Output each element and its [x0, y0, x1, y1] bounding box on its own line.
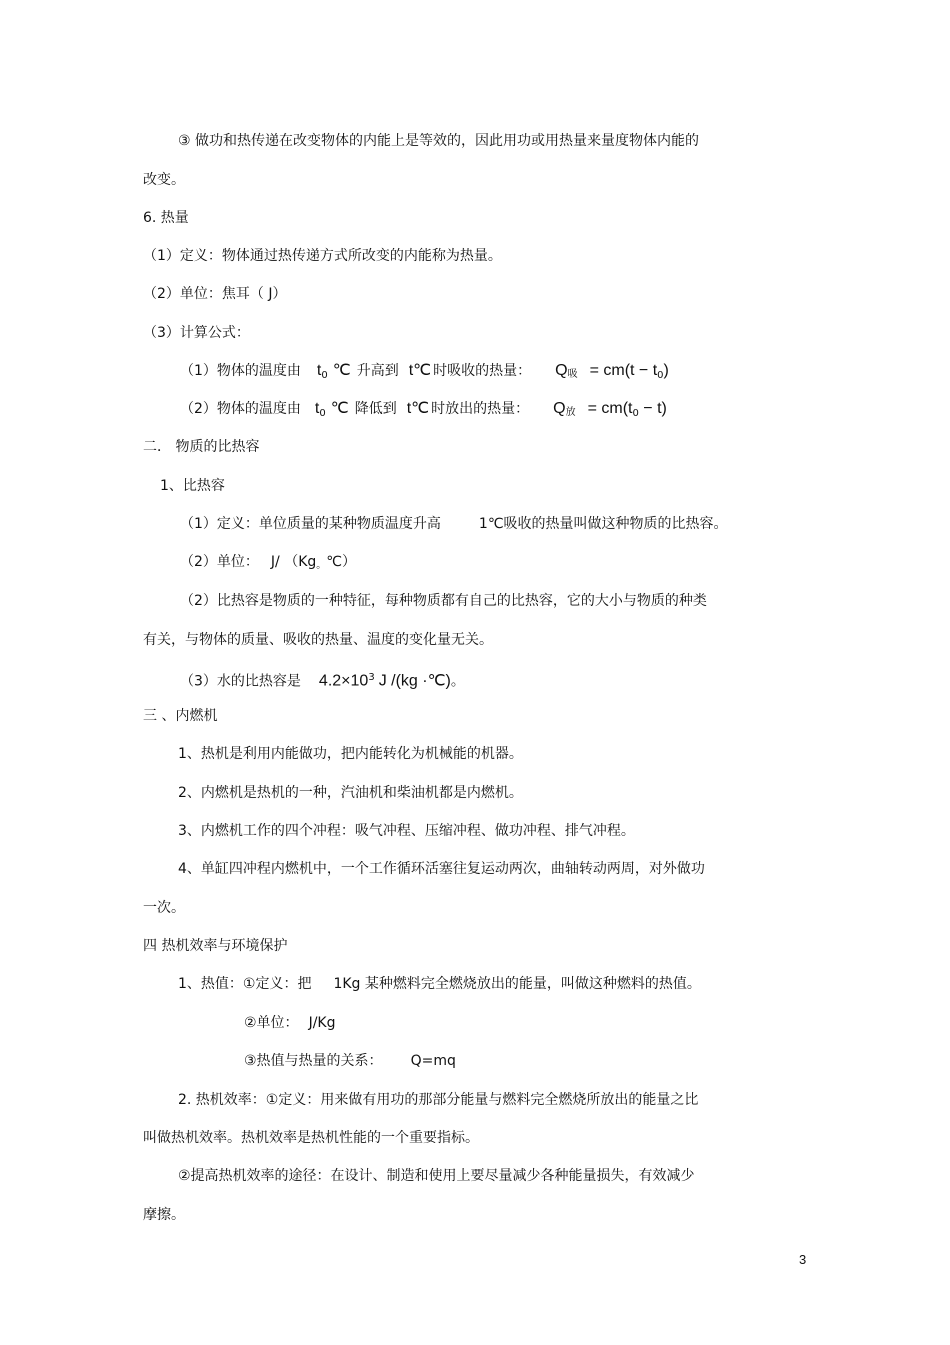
paragraph-line: ②单位： J/Kg [244, 1015, 336, 1031]
paragraph-line: （1）定义：单位质量的某种物质温度升高 1℃吸收的热量叫做这种物质的比热容。 [180, 516, 728, 532]
paragraph-line: 4、单缸四冲程内燃机中，一个工作循环活塞往复运动两次，曲轴转动两周，对外做功 [178, 861, 705, 877]
formula-line-release: （2）物体的温度由 $t_0$ ℃ 降低到 t℃ 时放出的热量： Q放 = $cm(t_0 - t)$ [180, 400, 667, 419]
paragraph-line: 2. 热机效率：①定义：用来做有用功的那部分能量与燃料完全燃烧所放出的能量之比 [178, 1092, 699, 1108]
paragraph-line: （3）计算公式： [143, 325, 250, 341]
page-number: 3 [799, 1252, 807, 1267]
section-heading: 二． 物质的比热容 [143, 439, 260, 455]
paragraph-line: 叫做热机效率。热机效率是热机性能的一个重要指标。 [143, 1130, 479, 1146]
paragraph-line: 2、内燃机是热机的一种，汽油机和柴油机都是内燃机。 [178, 785, 523, 801]
paragraph-line: 有关，与物体的质量、吸收的热量、温度的变化量无关。 [143, 632, 493, 648]
paragraph-line: 摩擦。 [143, 1207, 185, 1223]
paragraph-line: 3、内燃机工作的四个冲程：吸气冲程、压缩冲程、做功冲程、排气冲程。 [178, 823, 635, 839]
paragraph-line: （1）定义：物体通过热传递方式所改变的内能称为热量。 [143, 248, 502, 264]
paragraph-line: 1、热值：①定义：把 1Kg 某种燃料完全燃烧放出的能量，叫做这种燃料的热值。 [178, 976, 701, 992]
section-heading: 三 、内燃机 [143, 708, 218, 724]
paragraph-line: 一次。 [143, 900, 185, 916]
paragraph-line: 1、热机是利用内能做功，把内能转化为机械能的机器。 [178, 746, 523, 762]
formula-line-absorb: （1）物体的温度由 $t_0$ ℃ 升高到 t℃ 时吸收的热量： Q吸 = $cm(t - t_0)$ [180, 362, 669, 381]
paragraph-line: 1、比热容 [160, 478, 225, 494]
formula-line-water: （3）水的比热容是 $4.2\times 10^3$ J /(kg ·℃)。 [180, 672, 465, 690]
paragraph-line: 改变。 [143, 172, 185, 188]
section-heading: 四 热机效率与环境保护 [143, 938, 288, 954]
section-heading: 6. 热量 [143, 210, 189, 226]
paragraph-line: ②提高热机效率的途径：在设计、制造和使用上要尽量减少各种能量损失，有效减少 [178, 1168, 695, 1184]
paragraph-line: （2）比热容是物质的一种特征，每种物质都有自己的比热容，它的大小与物质的种类 [180, 593, 707, 609]
paragraph-line: ③ 做功和热传递在改变物体的内能上是等效的，因此用功或用热量来量度物体内能的 [178, 133, 699, 149]
paragraph-line: ③热值与热量的关系： Q=mq [244, 1053, 456, 1069]
paragraph-line: （2）单位： J/ （Kg。℃） [180, 554, 357, 571]
paragraph-line: （2）单位：焦耳（ J） [143, 286, 287, 302]
